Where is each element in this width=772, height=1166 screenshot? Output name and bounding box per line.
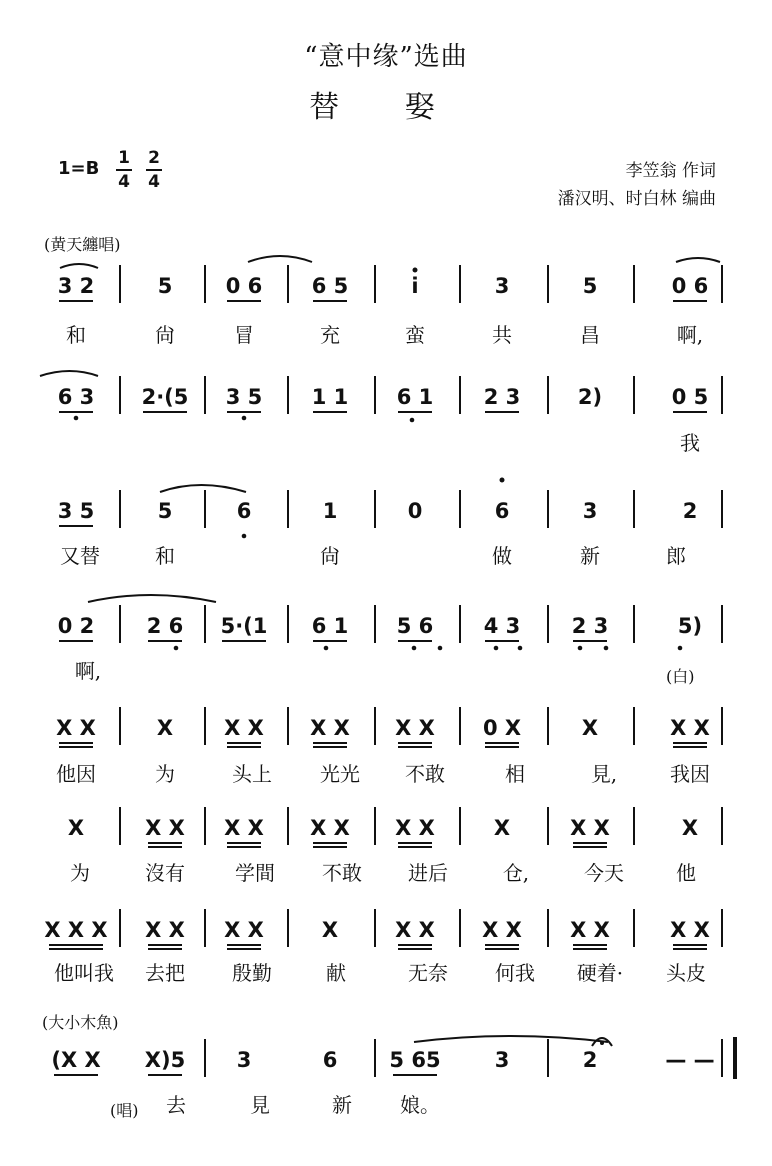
lyricist-credit: 李笠翁 作词 — [625, 161, 716, 181]
note-cell: X — [581, 716, 599, 740]
lyric-syllable: 他因 — [56, 762, 96, 786]
key-signature: 1=B — [58, 158, 100, 179]
note-cell: 2 — [582, 1048, 598, 1072]
octave-dot — [174, 646, 179, 651]
note-cell: 0 — [407, 499, 423, 523]
note-cell: 5 — [157, 499, 173, 523]
lyric-syllable: 头皮 — [666, 961, 706, 985]
lyric-syllable: 相 — [505, 762, 525, 786]
lyric-syllable: 尙 — [320, 544, 340, 568]
note-cell: 0 X — [482, 716, 522, 740]
note-cell: 3 — [582, 499, 598, 523]
octave-dot — [413, 268, 418, 273]
octave-dot — [242, 534, 247, 539]
note-cell: 2·(5 — [141, 385, 189, 409]
lyric-syllable: 光光 — [320, 762, 360, 786]
lyric-syllable: 和 — [155, 544, 175, 568]
note-cell: X X — [56, 716, 96, 740]
octave-dot — [494, 646, 499, 651]
lyric-syllable: 头上 — [232, 762, 272, 786]
note-cell: X X — [310, 716, 350, 740]
slur-mark — [676, 258, 720, 262]
lyric-syllable: 仓, — [502, 861, 530, 885]
lyric-syllable: 他叫我 — [54, 961, 114, 985]
note-cell: 5 — [157, 274, 173, 298]
note-cell: 0 2 — [57, 614, 95, 638]
slur-mark — [414, 1036, 608, 1042]
note-cell: X — [493, 816, 511, 840]
note-cell: 6 — [494, 499, 510, 523]
song-title: 替 娶 — [309, 90, 463, 125]
lyric-syllable: 我 — [680, 431, 700, 455]
lyric-syllable: 去把 — [145, 961, 185, 985]
time2-denominator: 4 — [148, 172, 160, 192]
lyric-syllable: 新 — [332, 1093, 352, 1117]
lyric-syllable: 娘。 — [400, 1093, 440, 1117]
note-cell: 3 2 — [57, 274, 95, 298]
note-cell: 2 6 — [146, 614, 184, 638]
note-cell: X)5 — [144, 1048, 186, 1072]
note-cell: X X — [224, 918, 264, 942]
time2-numerator: 2 — [148, 148, 160, 168]
lyric-syllable: 何我 — [495, 961, 535, 985]
note-cell: — — — [665, 1048, 715, 1072]
octave-dot — [438, 646, 443, 651]
note-cell: X X — [570, 816, 610, 840]
lyric-syllable: 献 — [326, 961, 346, 985]
lyric-syllable: 和 — [66, 323, 86, 347]
slur-mark — [160, 485, 246, 492]
note-cell: 3 — [494, 274, 510, 298]
note-cell: 2 — [682, 499, 698, 523]
note-cell: (X X — [51, 1048, 101, 1072]
lyric-syllable: 今天 — [584, 861, 624, 885]
lyric-syllable: 不敢 — [322, 861, 362, 885]
note-cell: 6 — [322, 1048, 338, 1072]
note-cell: X X — [482, 918, 522, 942]
note-cell: X — [681, 816, 699, 840]
note-cell: 6 1 — [396, 385, 434, 409]
lyric-syllable: 去 — [166, 1093, 186, 1117]
opera-subtitle: “意中缘”选曲 — [304, 42, 468, 72]
lyric-syllable: 見 — [250, 1093, 270, 1117]
note-cell: 6 1 — [311, 614, 349, 638]
note-cell: X X — [670, 918, 710, 942]
note-cell: i — [411, 274, 419, 298]
note-cell: X X — [395, 816, 435, 840]
octave-dot — [324, 646, 329, 651]
octave-dot — [500, 478, 505, 483]
lyric-syllable: 做 — [492, 544, 512, 568]
lyric-syllable: 无奈 — [408, 961, 448, 985]
note-cell: 5 6 — [396, 614, 434, 638]
octave-dot — [242, 416, 247, 421]
note-cell: 5 65 — [389, 1048, 441, 1072]
lyric-syllable: 新 — [580, 544, 600, 568]
note-cell: 2 3 — [483, 385, 521, 409]
note-cell: X X — [570, 918, 610, 942]
lyric-syllable: 啊, — [74, 659, 102, 683]
note-cell: X — [156, 716, 174, 740]
note-cell: X X — [145, 918, 185, 942]
lyric-syllable: 啊, — [676, 323, 704, 347]
note-cell: 6 — [236, 499, 252, 523]
note-cell: 0 6 — [671, 274, 709, 298]
note-cell: X X — [395, 716, 435, 740]
lyric-syllable: 又替 — [60, 544, 100, 568]
note-cell: 6 3 — [57, 385, 95, 409]
note-cell: X X — [145, 816, 185, 840]
fermata-dot — [600, 1041, 604, 1045]
octave-dot — [678, 646, 683, 651]
note-cell: X — [321, 918, 339, 942]
lyric-syllable: 为 — [155, 762, 175, 786]
spoken-annotation: (白) — [666, 667, 695, 686]
sung-annotation: (唱) — [110, 1101, 139, 1120]
note-cell: X X — [224, 716, 264, 740]
octave-dot — [604, 646, 609, 651]
octave-dot — [578, 646, 583, 651]
lyric-syllable: 他 — [676, 861, 696, 885]
note-cell: 1 — [322, 499, 338, 523]
lyric-syllable: 进后 — [408, 861, 448, 885]
slur-mark — [88, 595, 216, 602]
octave-dot — [518, 646, 523, 651]
lyric-syllable: 硬着· — [576, 961, 624, 985]
octave-dot — [74, 416, 79, 421]
note-cell: X X — [310, 816, 350, 840]
note-cell: 1 1 — [311, 385, 349, 409]
lyric-syllable: 为 — [70, 861, 90, 885]
lyric-syllable: 不敢 — [405, 762, 445, 786]
composer-credit: 潘汉明、时白林 编曲 — [557, 189, 716, 209]
note-cell: 5·(1 — [220, 614, 268, 638]
note-cell: 5) — [677, 614, 703, 638]
lyric-syllable: 冒 — [234, 323, 254, 347]
note-cell: 2 3 — [571, 614, 609, 638]
note-cell: 0 6 — [225, 274, 263, 298]
note-cell: 3 — [236, 1048, 252, 1072]
lyric-syllable: 昌 — [580, 323, 600, 347]
note-cell: 4 3 — [483, 614, 521, 638]
note-cell: X X X — [44, 918, 108, 942]
octave-dot — [410, 418, 415, 423]
lyric-syllable: 学間 — [235, 861, 275, 885]
time1-numerator: 1 — [118, 148, 130, 168]
lyric-syllable: 尙 — [155, 323, 175, 347]
lyric-syllable: 充 — [320, 323, 340, 347]
note-cell: 2) — [577, 385, 603, 409]
note-cell: X X — [395, 918, 435, 942]
note-cell: 0 5 — [671, 385, 709, 409]
lyric-syllable: 郎 — [666, 544, 686, 568]
slur-mark — [248, 256, 312, 262]
note-cell: 3 5 — [225, 385, 263, 409]
note-cell: 3 — [494, 1048, 510, 1072]
note-cell: 3 5 — [57, 499, 95, 523]
note-cell: X X — [670, 716, 710, 740]
percussion-annotation: (大小木魚) — [42, 1013, 119, 1032]
singer-annotation: (黄天纏唱) — [44, 235, 121, 254]
note-cell: 5 — [582, 274, 598, 298]
lyric-syllable: 見, — [590, 762, 618, 786]
note-cell: 6 5 — [311, 274, 349, 298]
time1-denominator: 4 — [118, 172, 130, 192]
lyric-syllable: 蛮 — [405, 323, 425, 347]
lyric-syllable: 我因 — [670, 762, 710, 786]
lyric-syllable: 共 — [492, 323, 512, 347]
note-cell: X — [67, 816, 85, 840]
octave-dot — [412, 646, 417, 651]
slur-mark — [40, 371, 98, 376]
lyric-syllable: 殷勤 — [232, 961, 272, 985]
note-cell: X X — [224, 816, 264, 840]
slur-mark — [60, 264, 98, 268]
lyric-syllable: 沒有 — [145, 861, 185, 885]
